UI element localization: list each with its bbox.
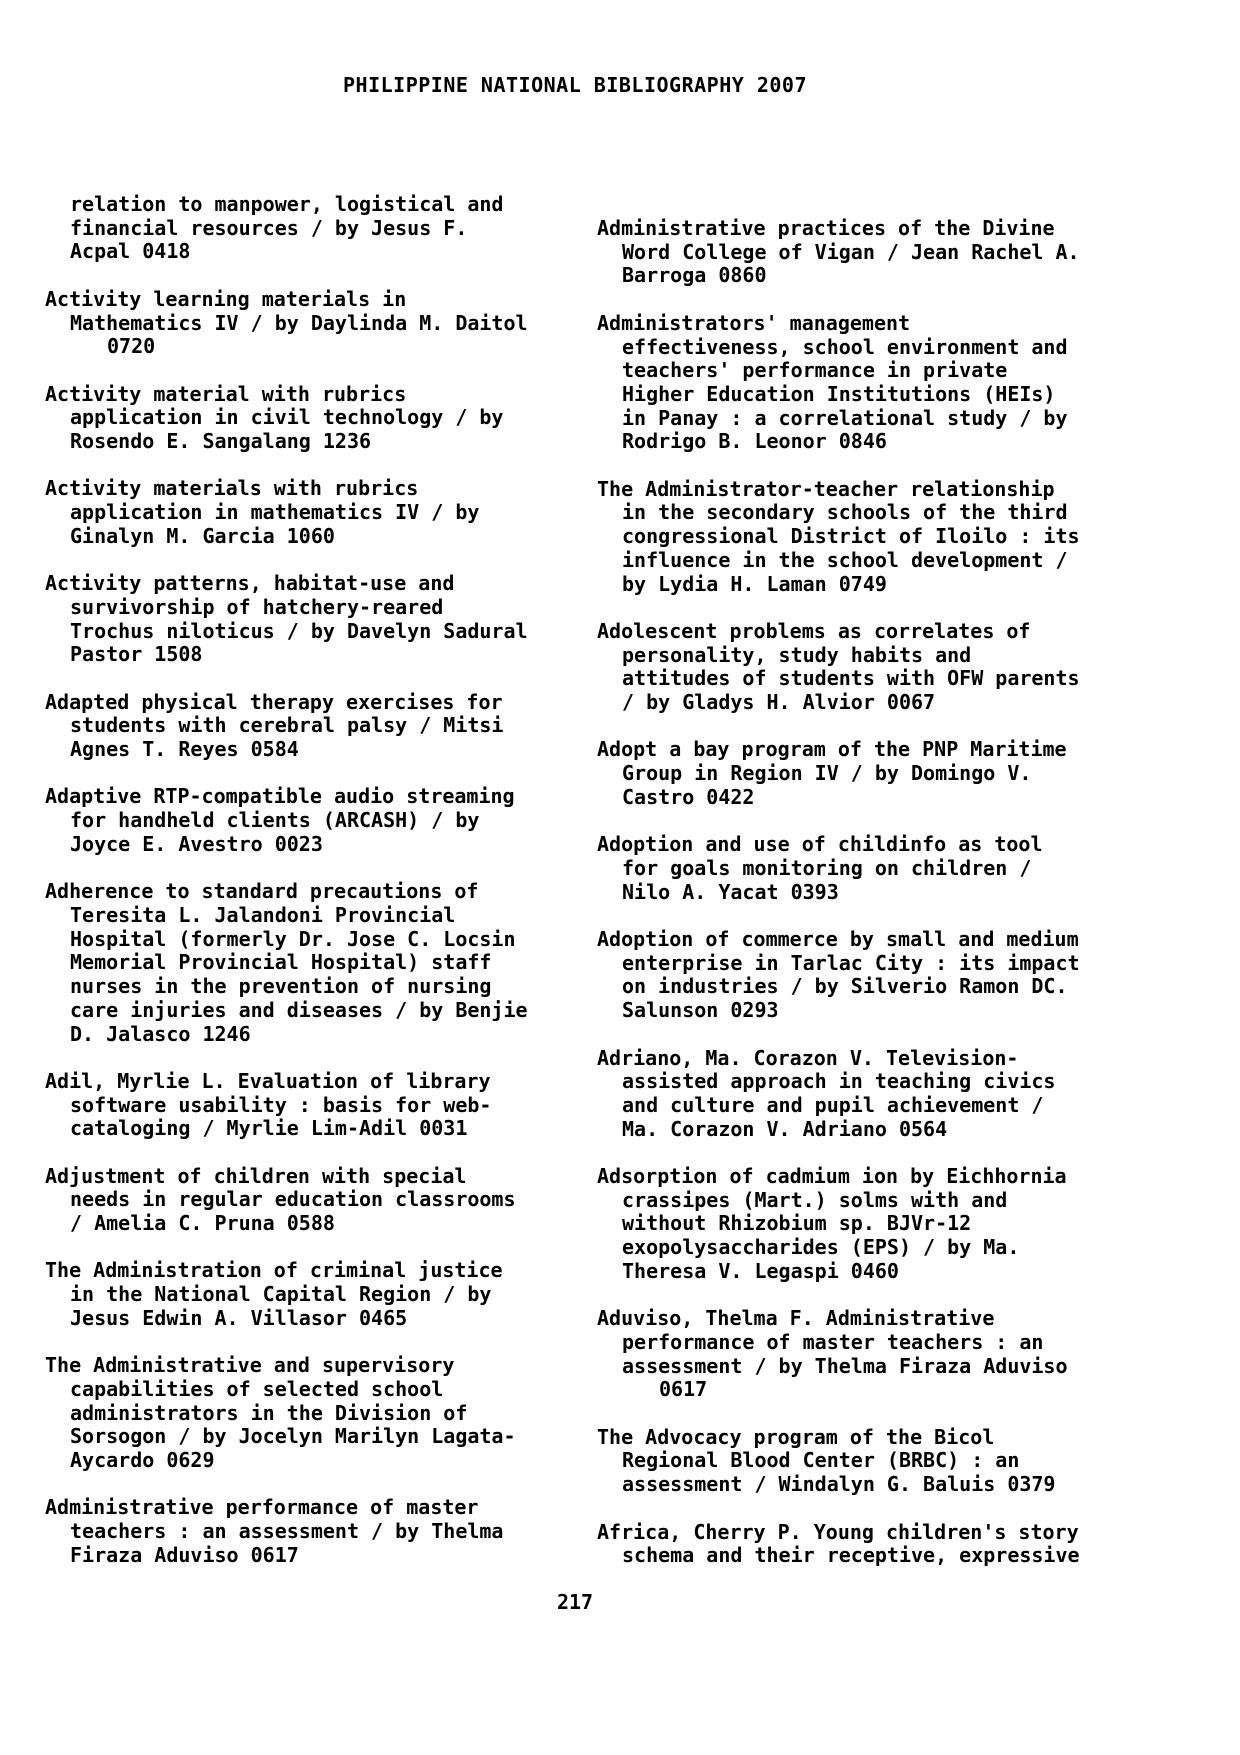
entry-line: Activity patterns, habitat-use and (45, 571, 455, 596)
entry-line: Adriano, Ma. Corazon V. Television- (597, 1045, 1019, 1070)
entry-line: application in civil technology / by (70, 405, 504, 430)
entry-line: survivorship of hatchery-reared (70, 594, 444, 619)
entry-line: students with cerebral palsy / Mitsi (70, 713, 504, 738)
left-column (45, 193, 565, 1591)
entry-line: personality, study habits and (622, 642, 972, 667)
entry-line: Group in Region IV / by Domingo V. (622, 761, 1032, 786)
entry-line: Ma. Corazon V. Adriano 0564 (622, 1116, 948, 1141)
bibliography-entry (597, 1426, 1117, 1497)
entry-line: performance of master teachers : an (622, 1329, 1044, 1354)
entry-line: Adherence to standard precautions of (45, 879, 479, 904)
bibliography-entry (45, 477, 565, 548)
entry-line: needs in regular education classrooms (70, 1187, 516, 1212)
entry-line: by Lydia H. Laman 0749 (622, 571, 887, 596)
page-header: PHILIPPINE NATIONAL BIBLIOGRAPHY 2007 (342, 73, 808, 97)
bibliography-entry (45, 1070, 565, 1141)
entry-line: software usability : basis for web- (70, 1092, 492, 1117)
entry-line: Mathematics IV / by Daylinda M. Daitol (70, 310, 528, 335)
entry-line: congressional District of Iloilo : its (622, 524, 1080, 549)
bibliography-entry (45, 880, 565, 1046)
entry-line: in the National Capital Region / by (70, 1282, 492, 1307)
entry-line: The Administrative and supervisory (45, 1353, 455, 1378)
bibliography-entry (597, 217, 1117, 288)
bibliography-entry (597, 312, 1117, 454)
entry-line: effectiveness, school environment and (622, 334, 1068, 359)
entry-line: Adapted physical therapy exercises for (45, 689, 503, 714)
bibliography-entry (597, 1047, 1117, 1142)
entry-line: Castro 0422 (622, 784, 755, 809)
bibliography-entry (597, 478, 1117, 597)
entry-line: Activity learning materials in (45, 286, 407, 311)
entry-line: Aduviso, Thelma F. Administrative (597, 1306, 995, 1331)
entry-line: Adsorption of cadmium ion by Eichhornia (597, 1164, 1067, 1188)
bibliography-entry (597, 1307, 1117, 1402)
entry-line: Adoption of commerce by small and medium (597, 927, 1079, 951)
bibliography-entry (45, 572, 565, 667)
bibliography-entry (597, 1521, 1117, 1568)
entry-line: Activity materials with rubrics (45, 476, 419, 501)
entry-line: for goals monitoring on children / (622, 855, 1032, 880)
bibliography-entry (45, 1259, 565, 1330)
entry-line: assisted approach in teaching civics (622, 1069, 1056, 1094)
entry-line: Adopt a bay program of the PNP Maritime (597, 737, 1067, 762)
entry-line: Nilo A. Yacat 0393 (622, 879, 839, 904)
entry-line: / by Gladys H. Alvior 0067 (622, 690, 936, 715)
entry-line: nurses in the prevention of nursing (70, 974, 492, 999)
entry-line: administrators in the Division of (70, 1400, 468, 1425)
entry-line: schema and their receptive, expressive (622, 1543, 1080, 1568)
entry-line: relation to manpower, logistical and (70, 192, 504, 216)
entry-line: attitudes of students with OFW parents (622, 666, 1080, 691)
entry-line: The Administrator-teacher relationship (597, 476, 1055, 501)
entry-line: 0617 (659, 1377, 708, 1402)
entry-line: Adoption and use of childinfo as tool (597, 832, 1043, 857)
entry-line: Africa, Cherry P. Young children's story (597, 1519, 1079, 1544)
entry-line: Jesus Edwin A. Villasor 0465 (70, 1305, 408, 1330)
entry-line: in the secondary schools of the third (622, 500, 1068, 525)
right-column (597, 217, 1117, 1592)
bibliography-entry (597, 738, 1117, 809)
bibliography-entry (45, 691, 565, 762)
entry-line: in Panay : a correlational study / by (622, 405, 1068, 430)
page-number: 217 (556, 1590, 594, 1614)
entry-line: financial resources / by Jesus F. (70, 215, 468, 240)
entry-line: Word College of Vigan / Jean Rachel A. (622, 239, 1080, 264)
entry-line: 0720 (107, 334, 156, 359)
entry-line: Adjustment of children with special (45, 1163, 467, 1188)
entry-line: influence in the school development / (622, 547, 1068, 572)
entry-line: Acpal 0418 (70, 239, 191, 264)
entry-line: Ginalyn M. Garcia 1060 (70, 523, 335, 548)
bibliography-entry (45, 383, 565, 454)
entry-line: without Rhizobium sp. BJVr-12 (622, 1211, 972, 1236)
entry-line: The Advocacy program of the Bicol (597, 1424, 995, 1449)
entry-line: Trochus niloticus / by Davelyn Sadural (70, 618, 528, 643)
entry-line: / Amelia C. Pruna 0588 (70, 1211, 335, 1236)
entry-line: Activity material with rubrics (45, 381, 407, 406)
entry-line: Sorsogon / by Jocelyn Marilyn Lagata- (70, 1424, 516, 1449)
bibliography-entry (597, 1165, 1117, 1284)
entry-line: care injuries and diseases / by Benjie (70, 997, 528, 1022)
entry-line: Administrative practices of the Divine (597, 216, 1055, 240)
bibliography-entry (45, 1165, 565, 1236)
entry-line: and culture and pupil achievement / (622, 1092, 1044, 1117)
entry-line: assessment / Windalyn G. Baluis 0379 (622, 1472, 1056, 1497)
bibliography-entry (45, 1496, 565, 1567)
bibliography-entry (597, 620, 1117, 715)
entry-line: Agnes T. Reyes 0584 (70, 737, 299, 762)
entry-line: cataloging / Myrlie Lim-Adil 0031 (70, 1116, 468, 1141)
entry-line: Rodrigo B. Leonor 0846 (622, 429, 887, 454)
entry-line: Barroga 0860 (622, 263, 767, 288)
entry-line: Joyce E. Avestro 0023 (70, 831, 323, 856)
entry-line: Teresita L. Jalandoni Provincial (70, 902, 456, 927)
entry-line: on industries / by Silverio Ramon DC. (622, 974, 1068, 999)
entry-line: application in mathematics IV / by (70, 500, 480, 525)
entry-line: Hospital (formerly Dr. Jose C. Locsin (70, 926, 516, 951)
bibliography-entry (45, 785, 565, 856)
entry-line: Adil, Myrlie L. Evaluation of library (45, 1068, 491, 1093)
entry-line: Higher Education Institutions (HEIs) (622, 381, 1056, 406)
entry-line: teachers : an assessment / by Thelma (70, 1519, 504, 1544)
entry-line: Memorial Provincial Hospital) staff (70, 950, 492, 975)
entry-line: capabilities of selected school (70, 1376, 444, 1401)
entry-line: crassipes (Mart.) solms with and (622, 1187, 1008, 1212)
entry-line: Rosendo E. Sangalang 1236 (70, 429, 372, 453)
bibliography-entry (45, 1354, 565, 1473)
entry-line: Adaptive RTP-compatible audio streaming (45, 784, 515, 809)
bibliography-entry (45, 288, 565, 359)
entry-line: Pastor 1508 (70, 642, 203, 667)
entry-line: Salunson 0293 (622, 998, 779, 1023)
bibliography-entry (597, 833, 1117, 904)
entry-line: assessment / by Thelma Firaza Aduviso (622, 1353, 1068, 1378)
entry-line: The Administration of criminal justice (45, 1258, 503, 1283)
entry-line: teachers' performance in private (622, 358, 1008, 383)
bibliography-entry (597, 928, 1117, 1023)
entry-line: Administrators' management (597, 310, 911, 335)
entry-line: for handheld clients (ARCASH) / by (70, 808, 480, 833)
entry-line: Theresa V. Legaspi 0460 (622, 1258, 899, 1283)
entry-line: exopolysaccharides (EPS) / by Ma. (622, 1235, 1020, 1260)
bibliography-entry (45, 193, 565, 264)
entry-line: Firaza Aduviso 0617 (70, 1542, 299, 1567)
entry-line: enterprise in Tarlac City : its impact (622, 950, 1080, 975)
entry-line: D. Jalasco 1246 (70, 1021, 251, 1046)
entry-line: Adolescent problems as correlates of (597, 618, 1031, 643)
entry-line: Regional Blood Center (BRBC) : an (622, 1448, 1020, 1473)
entry-line: Aycardo 0629 (70, 1448, 215, 1473)
entry-line: Administrative performance of master (45, 1495, 479, 1520)
